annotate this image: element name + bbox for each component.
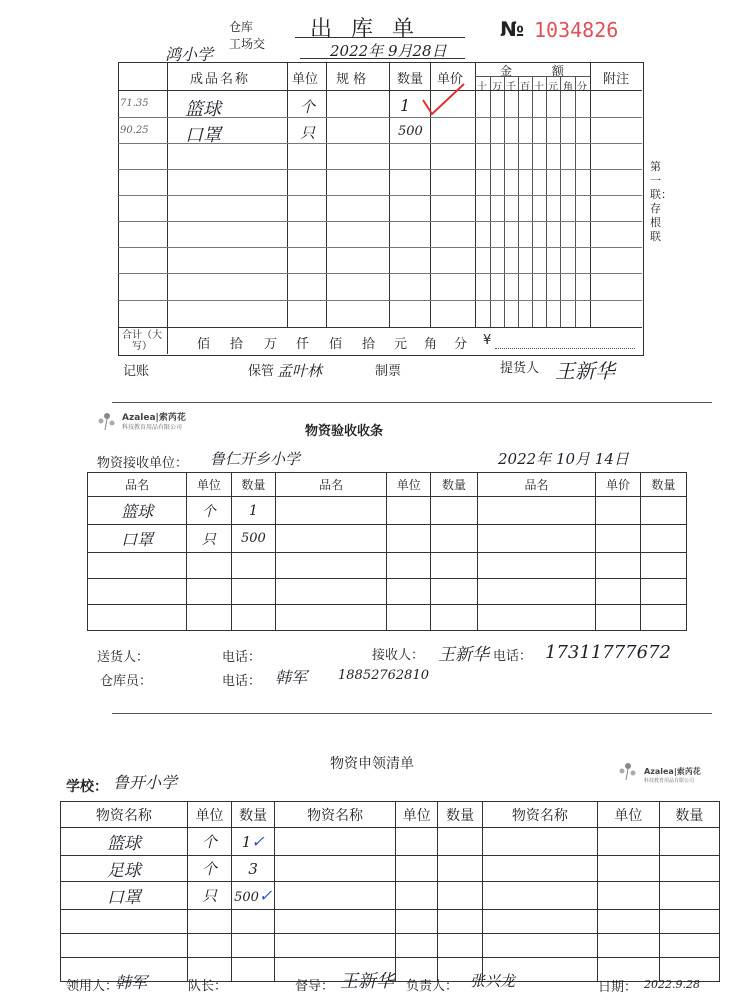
col-name-2: 品名 [276,473,387,497]
warehouse-signature: 韩军 [275,668,308,687]
col-price: 单价 [437,72,464,87]
logo-text: Azalea|索芮花 [644,767,701,776]
col-item-3: 物资名称 [482,802,597,828]
table-row [88,497,687,525]
sender-label: 送货人： [97,650,150,665]
total-unit-8: 分 [454,337,468,352]
col-unit: 单位 [292,72,319,87]
footer-picker: 提货人 [500,361,540,376]
checkmark-red-icon [418,80,468,120]
col-qty-3: 数量 [659,802,719,828]
amount-sub-2: 千 [506,82,516,93]
table-row [61,882,720,910]
col-qty-2: 数量 [438,802,482,828]
divider [112,713,712,714]
row3-qty-cell [232,882,275,910]
receiver-signature: 王新华 [438,645,489,665]
row1-name: 篮球 [61,828,188,856]
receiver-label: 领用人： [66,979,119,994]
amount-sub-1: 万 [492,82,502,93]
supervisor-label: 督导： [295,979,335,994]
amount-sub-4: 十 [534,82,544,93]
logo-subtext: 科技教育用品有限公司 [122,424,183,431]
supervisor-signature: 王新华 [340,971,394,992]
row1-unit: 个 [187,497,231,525]
row1-unit: 个 [187,828,231,856]
row2-name: 足球 [61,856,188,882]
total-unit-0: 佰 [197,337,211,352]
receiver-label: 接收人： [372,648,425,663]
logo-subtext: 科技教育用品有限公司 [644,778,695,784]
slip2-title: 物资验收收条 [305,424,384,439]
row1-qty: 1 [231,497,276,525]
row1-name: 篮球 [185,99,221,120]
row2-unit: 只 [300,124,316,142]
total-unit-6: 元 [394,337,408,352]
row1-qty-cell [232,828,275,856]
col-item-2: 物资名称 [275,802,396,828]
row2-name: 口罩 [185,125,221,146]
row3-qty: 500 [234,890,259,905]
serial-no-value: 1034826 [534,18,619,42]
col-qty-1: 数量 [231,473,276,497]
school-label: 学校： [66,779,108,795]
row2-qty: 500 [398,124,423,139]
slip3-title: 物资申领清单 [330,756,414,772]
amount-sub-3: 百 [520,82,530,93]
row2-name: 口罩 [88,525,187,553]
col-unit-2: 单位 [396,802,438,828]
footer-ledger: 记账 [123,364,150,379]
slip1-title: 出 库 单 [310,17,420,42]
receipt-table [87,472,687,631]
receiver-signature: 韩军 [115,973,148,992]
captain-label: 队长： [188,979,228,994]
row1-qty: 1 [400,96,411,115]
checkmark-blue-icon: ✓ [258,886,273,905]
col-unit-1: 单位 [187,473,231,497]
footer-maker: 制票 [375,364,402,379]
customer-handwritten: 鸿小学 [165,45,214,64]
date-label: 日期： [598,980,638,995]
total-unit-2: 万 [264,337,278,352]
charge-label: 负责人： [406,979,459,994]
row1-unit: 个 [300,98,316,116]
azalea-flower-icon [95,408,121,432]
col-qty-2: 数量 [431,473,477,497]
warehouse-phone-handwritten: 18852762810 [338,668,429,683]
col-qty-3: 数量 [640,473,686,497]
col-qty: 数量 [397,72,424,87]
col-unit-3: 单位 [597,802,659,828]
sender-phone-label: 电话： [222,650,262,665]
serial-no-label: № [500,17,525,41]
total-unit-5: 拾 [362,337,376,352]
receiver-phone-handwritten: 17311777672 [545,642,671,663]
total-unit-7: 角 [424,337,438,352]
slip2-date-handwritten: 2022年 10月 14日 [498,450,629,468]
azalea-flower-icon [616,758,642,782]
row2-qty: 500 [231,525,276,553]
row3-unit: 只 [187,882,231,910]
copy-side-note: 第一联：存根联 [650,160,672,243]
footer-keeper-signature: 孟叶林 [277,362,323,380]
warehouse-phone-label: 电话： [222,674,262,689]
receiver-phone-label: 电话： [493,649,533,664]
col-unit-1: 单位 [187,802,231,828]
footer-picker-signature: 王新华 [555,359,615,383]
table-row [88,525,687,553]
total-unit-1: 拾 [230,337,244,352]
date-handwritten: 2022.9.28 [644,978,700,991]
charge-signature: 张兴龙 [470,972,516,990]
row1-code: 71.35 [120,98,149,109]
checkmark-blue-icon: ✓ [251,832,265,851]
col-remark: 附注 [603,72,630,87]
col-spec: 规 格 [336,72,367,87]
amount-sub-7: 分 [577,82,587,93]
col-price-3: 单价 [596,473,640,497]
table-row [61,828,720,856]
requisition-table [60,801,720,982]
col-name-3: 品名 [477,473,596,497]
copy-label-factory: 工场交 [229,37,266,51]
warehouse-label: 仓库员： [100,674,153,689]
amount-sub-6: 角 [563,82,573,93]
date-underline [300,58,465,59]
row2-code: 90.25 [120,125,149,136]
title-underline [295,37,465,38]
col-name-1: 品名 [88,473,187,497]
col-product-name: 成品名称 [190,72,251,87]
table-row [61,856,720,882]
col-amount: 金 额 [500,64,582,78]
row2-unit: 只 [187,525,231,553]
row3-name: 口罩 [61,882,188,910]
copy-label-warehouse: 仓库 [229,20,254,34]
receiving-unit-label: 物资接收单位： [97,456,189,471]
row2-unit: 个 [187,856,231,882]
total-label: 合计（大写） [122,330,162,352]
amount-sub-5: 元 [548,82,558,93]
school-handwritten: 鲁开小学 [113,773,178,792]
total-unit-4: 佰 [329,337,343,352]
col-qty-1: 数量 [232,802,275,828]
amount-sub-0: 十 [477,82,487,93]
yen-symbol: ¥ [483,333,492,348]
divider [112,402,712,403]
row2-qty: 3 [232,856,275,882]
row1-qty: 1 [241,833,252,851]
col-item-1: 物资名称 [61,802,188,828]
total-unit-3: 仟 [296,337,310,352]
logo-text: Azalea|索芮花 [122,413,186,423]
row1-name: 篮球 [88,497,187,525]
footer-keeper: 保管 [248,364,275,379]
receiving-unit-handwritten: 鲁仁开乡小学 [210,450,301,468]
slip1-date-handwritten: 2022年 9月28日 [330,42,447,60]
col-unit-2: 单位 [387,473,431,497]
